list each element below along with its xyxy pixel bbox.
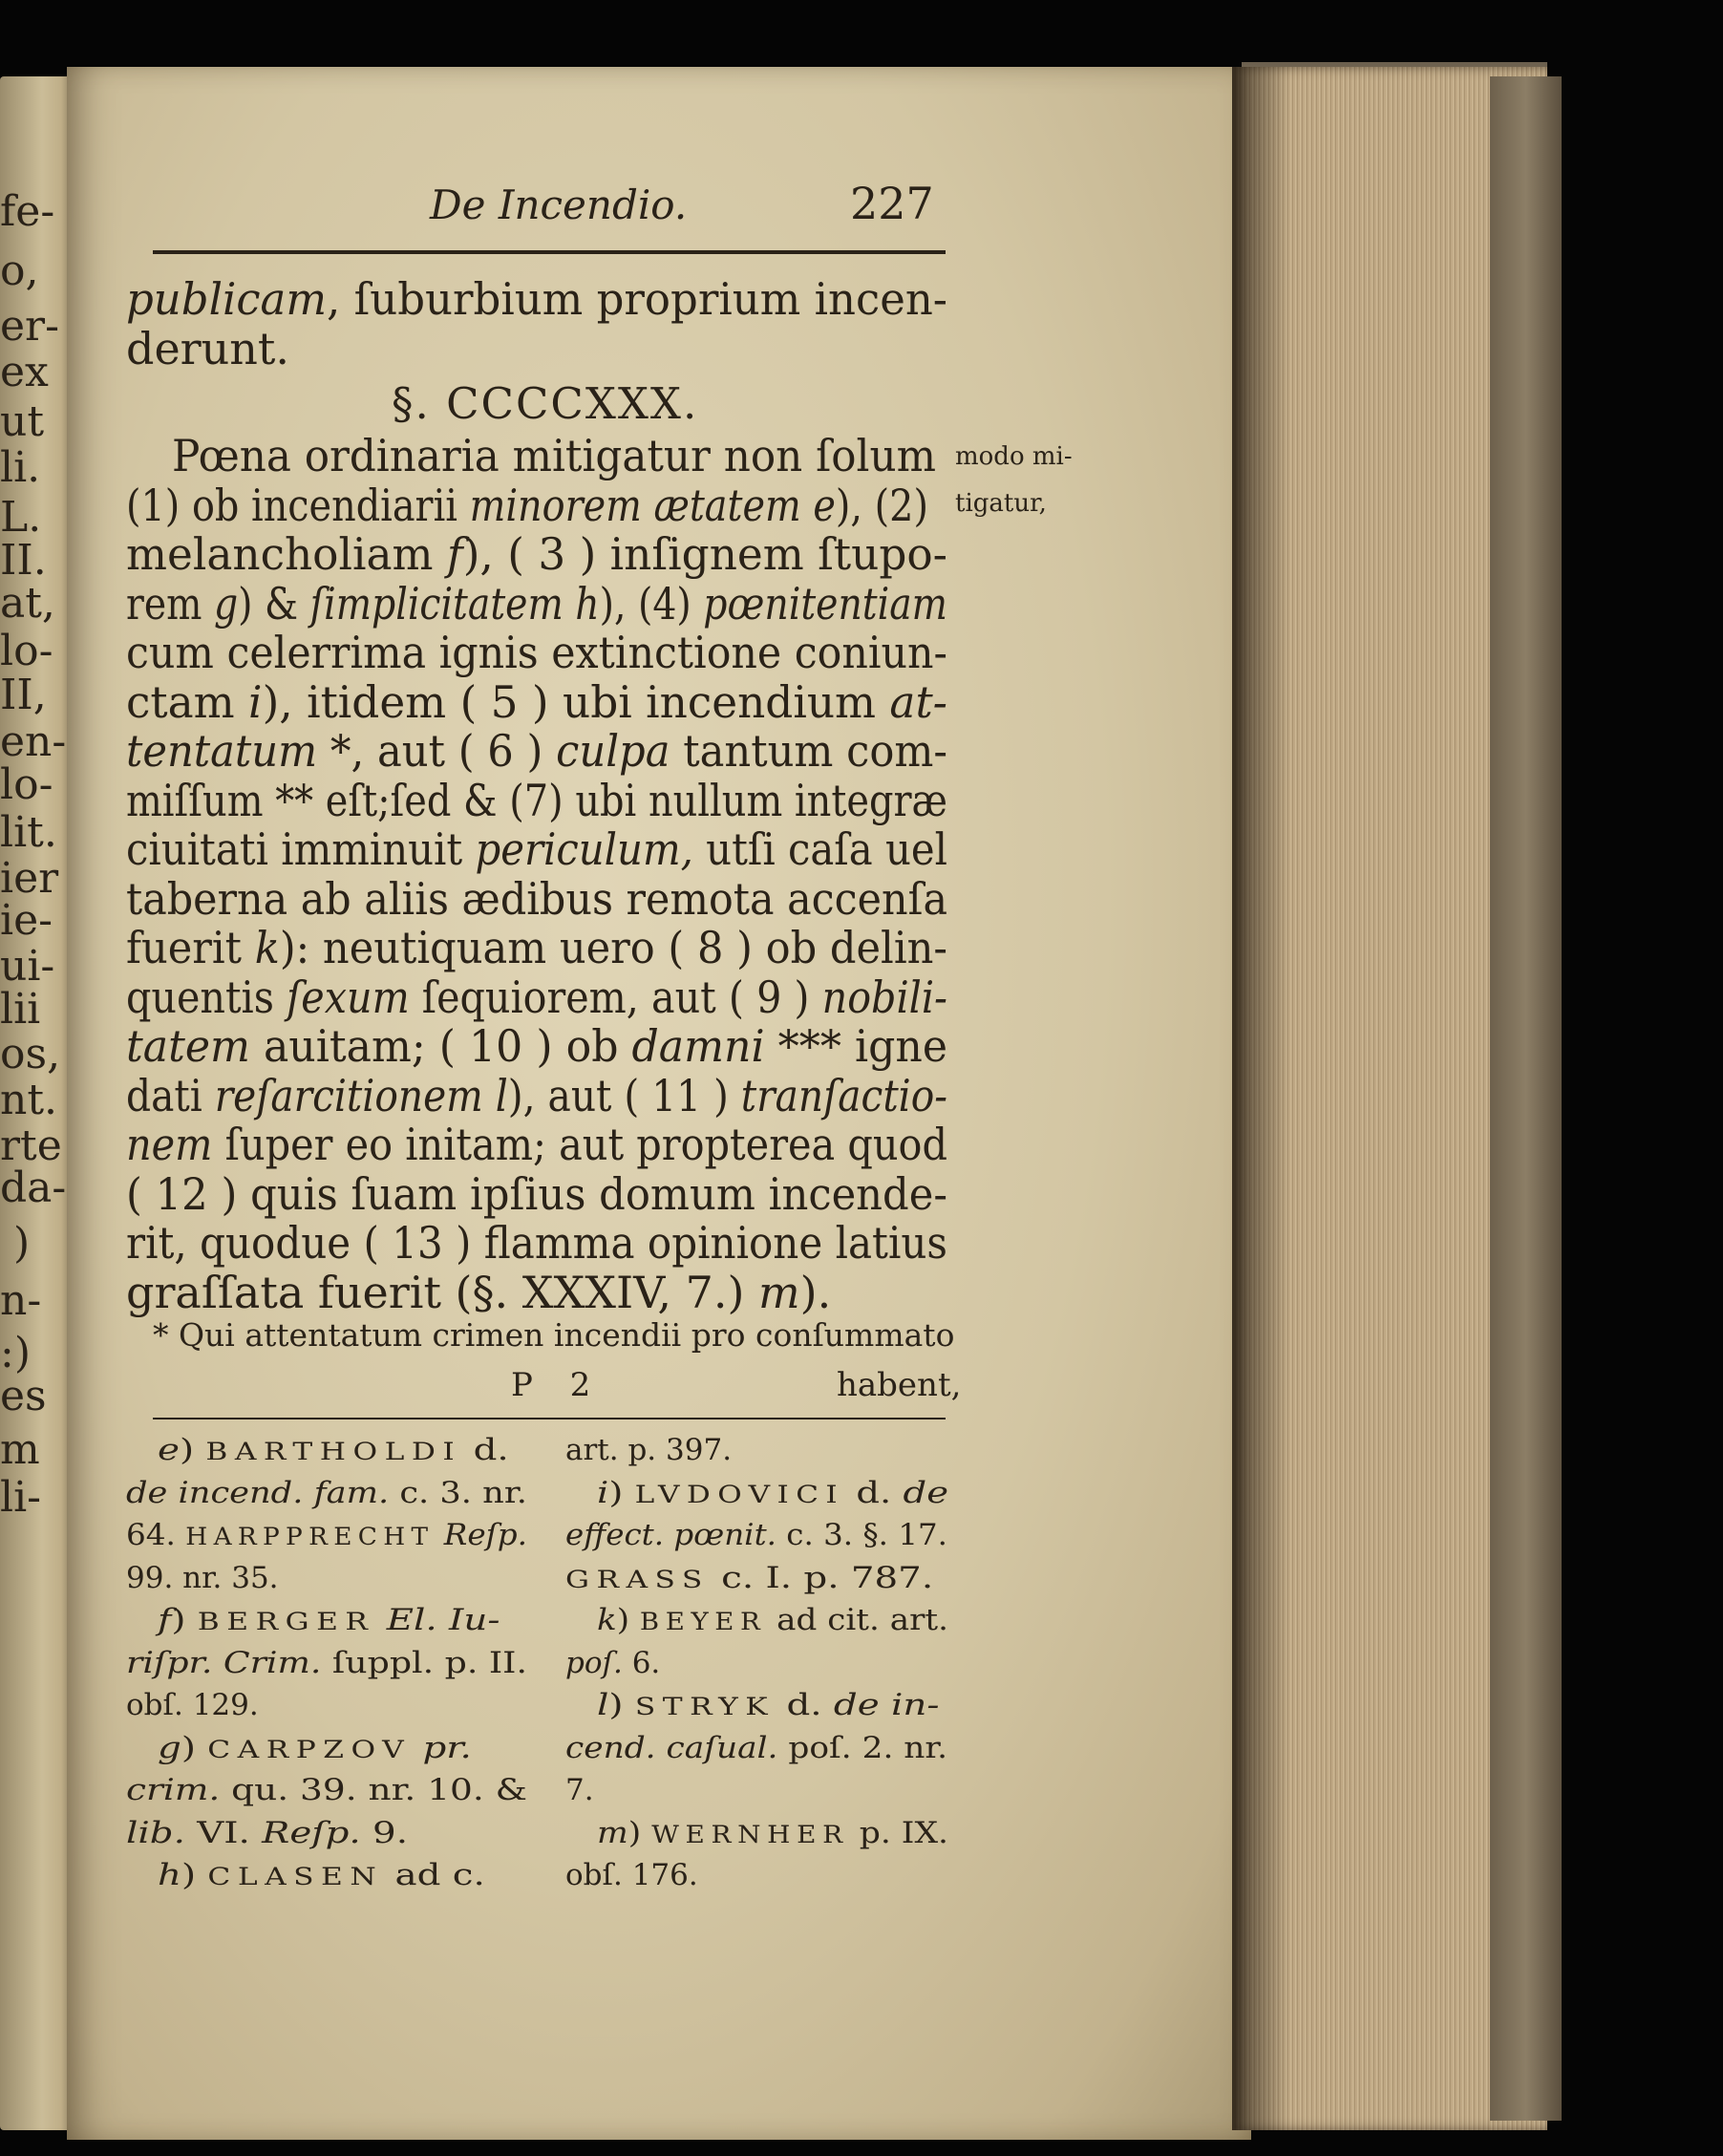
page-edge-shadow	[1232, 67, 1289, 2130]
left-page-fragment: II,	[0, 674, 47, 716]
text-span: d.	[775, 1688, 834, 1722]
footnote-left-line	[158, 1603, 500, 1639]
text-span: )	[608, 1475, 635, 1510]
text-span: tentatum	[126, 725, 318, 777]
text-span: h	[158, 1858, 181, 1892]
text-span: nem	[126, 1119, 213, 1170]
left-page-fragment: rte	[0, 1125, 62, 1167]
text-span: nobili-	[821, 971, 947, 1023]
text-span: art. p. 397.	[565, 1433, 733, 1467]
section-heading: §. CCCCXXX.	[392, 378, 699, 429]
paragraph-line	[126, 825, 947, 873]
catchword: habent,	[837, 1366, 962, 1404]
text-span: riſpr. Crim.	[126, 1645, 322, 1680]
text-span: *, aut ( 6 )	[317, 725, 557, 777]
text-span: crim.	[126, 1773, 221, 1807]
text-span: g	[158, 1730, 181, 1765]
text-span: 6.	[622, 1645, 661, 1680]
text-span: ciuitati imminuit	[126, 823, 476, 875]
footnote-right-line	[565, 1773, 594, 1807]
footnote-left-line	[158, 1858, 485, 1894]
text-span: )	[179, 1433, 206, 1467]
left-page-fragment: o,	[0, 250, 39, 292]
text-span: d.	[844, 1475, 904, 1510]
left-page-fragment: lit.	[0, 812, 57, 854]
text-span: GRASS	[565, 1565, 710, 1593]
text-span: ſuper eo initam; aut propterea quod	[212, 1119, 947, 1170]
left-page-fragment: m	[0, 1429, 40, 1471]
text-span: d.	[461, 1433, 509, 1467]
text-span: ( 12 ) quis ſuam ipſius domum incende-	[126, 1167, 947, 1220]
paragraph-line	[126, 727, 947, 775]
paragraph-line	[126, 1219, 947, 1267]
text-span: , ſuburbium proprium incen-	[327, 273, 947, 325]
text-span: publicam	[126, 273, 328, 325]
text-span: qu. 39. nr. 10. &	[220, 1773, 527, 1807]
text-span: ): neutiquam uero ( 8 ) ob delin-	[279, 922, 947, 973]
text-span: ) &	[238, 577, 310, 630]
text-span: l	[597, 1688, 609, 1722]
text-span: )	[181, 1730, 208, 1765]
text-span: ctam	[126, 675, 249, 728]
text-span: Reſp.	[262, 1815, 361, 1850]
footnote-left-line	[158, 1433, 509, 1469]
left-page-fragment: es	[0, 1376, 47, 1418]
left-page-fragment: n-	[0, 1280, 42, 1322]
footnote-left-line	[158, 1731, 472, 1767]
text-span	[434, 1518, 443, 1552]
text-span: derunt.	[126, 323, 290, 374]
text-span: HARPPRECHT	[185, 1523, 435, 1550]
text-span: )	[616, 1603, 640, 1637]
text-span: de	[903, 1475, 948, 1510]
text-span: c. I. p. 787.	[709, 1560, 934, 1595]
text-span: i	[248, 675, 263, 728]
footnote-right-line	[597, 1476, 948, 1512]
text-span: culpa	[556, 725, 670, 777]
paragraph-line	[126, 1069, 947, 1121]
margin-note-line-2: tigatur,	[955, 489, 1047, 518]
text-span: taberna ab aliis ædibus remota accenſa	[126, 872, 947, 925]
text-span: obſ. 176.	[565, 1858, 698, 1892]
text-span: utſi caſa uel	[692, 823, 947, 875]
text-span: STRYK	[634, 1693, 776, 1720]
text-span: at-	[889, 675, 947, 728]
text-span: i	[597, 1475, 609, 1510]
text-span: k	[597, 1603, 617, 1637]
text-span: auitam; ( 10 ) ob	[249, 1020, 632, 1072]
text-span: ), ( 3 ) inſignem ſtupo-	[462, 528, 947, 580]
text-span: f	[446, 528, 463, 580]
text-span: (1) ob incendiarii	[126, 479, 470, 531]
footnote-right-line	[565, 1646, 660, 1680]
footnote-asterisk: * Qui attentatum crimen incendii pro conſummato	[153, 1316, 955, 1354]
left-page-fragment: os,	[0, 1034, 61, 1076]
text-span: )	[181, 1858, 208, 1892]
text-span: m	[758, 1266, 800, 1318]
text-span: e	[158, 1433, 180, 1467]
text-span: g	[213, 577, 239, 630]
text-span: graſſata fuerit (§. XXXIV, 7.)	[126, 1266, 759, 1318]
text-span: BEYER	[639, 1608, 767, 1635]
left-page-fragment: da-	[0, 1167, 67, 1209]
body-line	[126, 275, 947, 323]
text-span: CLASEN	[207, 1863, 384, 1890]
text-span: )	[608, 1688, 635, 1722]
text-span: Reſp.	[443, 1518, 527, 1552]
left-page-fragment: ui-	[0, 946, 55, 988]
left-page-fragment: ut	[0, 401, 45, 443]
text-span: m	[597, 1815, 628, 1850]
paragraph-line	[126, 924, 947, 971]
text-span: 9.	[360, 1815, 409, 1850]
text-span: c. 3. nr.	[389, 1475, 527, 1510]
paragraph-line	[126, 675, 947, 728]
left-page-fragment: ie-	[0, 900, 53, 942]
text-span: poſ.	[565, 1645, 623, 1680]
signature-mark: P 2	[511, 1366, 605, 1404]
left-page-fragment: :)	[0, 1333, 31, 1375]
text-span: pœnitentiam	[703, 577, 947, 630]
text-span: miſſum ** eſt;ſed & (7) ubi nullum integræ	[126, 774, 947, 826]
text-span: ), (4)	[599, 577, 704, 630]
margin-note-line-1: modo mi-	[955, 442, 1073, 471]
page-number: 227	[850, 178, 934, 229]
left-page-fragment: fe-	[0, 191, 55, 233]
paragraph-line	[126, 1121, 947, 1168]
left-page-fragment: ex	[0, 352, 49, 394]
left-page-fragment: nt.	[0, 1079, 58, 1121]
text-span: rit, quodue ( 13 ) flamma opinione latius	[126, 1217, 947, 1269]
paragraph-line	[172, 432, 936, 480]
text-span: VI.	[184, 1815, 263, 1850]
text-span: ſimplicitatem h	[309, 577, 600, 630]
text-span: Pœna ordinaria mitigatur non ſolum	[172, 430, 936, 481]
footnote-left-line	[126, 1646, 527, 1680]
text-span: *** igne	[764, 1020, 947, 1072]
text-span: quentis	[126, 971, 287, 1023]
text-span: f	[158, 1603, 172, 1637]
footnote-left-line	[126, 1688, 259, 1722]
left-page-fragment: en-	[0, 721, 67, 763]
footnote-left-line	[126, 1773, 527, 1807]
header-rule	[153, 250, 946, 254]
text-span	[411, 1731, 422, 1765]
paragraph-line	[126, 1266, 832, 1318]
text-span: CARPZOV	[207, 1735, 412, 1763]
footnote-right-line	[565, 1561, 933, 1597]
paragraph-line	[126, 973, 947, 1021]
text-span: ad cit. art.	[766, 1603, 948, 1637]
footnote-left-line	[126, 1816, 408, 1850]
text-span: 7.	[565, 1773, 594, 1807]
footnote-right-line	[565, 1858, 698, 1892]
text-span: obſ. 129.	[126, 1688, 259, 1722]
text-span: effect. pœnit.	[565, 1518, 776, 1552]
text-span: periculum,	[475, 823, 693, 875]
paragraph-line	[126, 481, 928, 529]
text-span: ſuppl. p. II.	[321, 1645, 527, 1680]
text-span: cend. caſual.	[565, 1730, 778, 1765]
paragraph-line	[126, 629, 947, 676]
text-span: c. 3. §. 17.	[776, 1518, 947, 1552]
book-cover-edge	[1490, 76, 1562, 2121]
text-span: ).	[799, 1266, 832, 1318]
text-span: minorem ætatem e	[469, 479, 836, 531]
text-span: )	[171, 1603, 198, 1637]
footnote-right-line	[597, 1688, 939, 1724]
text-span: )	[628, 1815, 652, 1850]
footnote-right-line	[565, 1731, 947, 1765]
text-span: 99. nr. 35.	[126, 1560, 279, 1595]
text-span: rem	[126, 577, 214, 630]
text-span: El. Iu-	[386, 1603, 500, 1637]
paragraph-line	[126, 577, 947, 630]
footnote-right-line	[597, 1603, 948, 1639]
text-span: lib.	[126, 1815, 185, 1850]
text-span: tatem	[126, 1020, 250, 1072]
text-span: pr.	[422, 1730, 472, 1765]
text-span: damni	[631, 1020, 765, 1072]
left-page-fragment: er-	[0, 306, 59, 348]
text-span: tranſactio-	[740, 1069, 947, 1121]
text-span: fuerit	[126, 922, 255, 973]
text-span: tantum com-	[670, 725, 947, 777]
body-line	[126, 325, 289, 373]
footnote-right-line	[597, 1816, 948, 1852]
text-span: k	[254, 922, 280, 973]
text-span: ſexum	[287, 971, 410, 1023]
footnote-left-line	[126, 1561, 279, 1595]
text-span: 64.	[126, 1518, 186, 1552]
text-span: de incend. fam.	[126, 1475, 390, 1510]
text-span: melancholiam	[126, 528, 447, 580]
text-span: de in-	[833, 1688, 940, 1722]
text-span	[374, 1603, 386, 1637]
text-span: ſequiorem, aut ( 9 )	[409, 971, 822, 1023]
text-span: poſ. 2. nr.	[777, 1730, 947, 1765]
footnote-right-line	[565, 1433, 732, 1467]
text-span: dati	[126, 1069, 215, 1121]
paragraph-line	[126, 1167, 947, 1220]
left-page-fragment: ier	[0, 858, 59, 900]
left-page-fragment: li-	[0, 1477, 42, 1519]
text-span: ), (2)	[835, 479, 928, 531]
text-span: ad c.	[383, 1858, 485, 1892]
text-span: BARTHOLDI	[205, 1438, 462, 1465]
text-span: ), itidem ( 5 ) ubi incendium	[262, 675, 890, 728]
text-span: ), aut ( 11 )	[507, 1069, 741, 1121]
left-page-fragment: at,	[0, 583, 55, 625]
text-span: BERGER	[197, 1608, 375, 1635]
footnote-left-line	[126, 1518, 527, 1554]
left-page-fragment: lo-	[0, 764, 53, 806]
footnote-right-line	[565, 1518, 947, 1552]
paragraph-line	[126, 774, 947, 826]
running-title: De Incendio.	[430, 181, 688, 228]
paragraph-line	[126, 872, 947, 925]
text-span: p. IX.	[848, 1815, 948, 1850]
text-span: LVDOVICI	[634, 1480, 845, 1508]
left-page-fragment: li.	[0, 447, 41, 489]
text-span: cum celerrima ignis extinctione coniun-	[126, 627, 947, 678]
left-page-fragment: )	[0, 1223, 31, 1265]
notes-rule	[153, 1418, 946, 1420]
left-page-fragment: lii	[0, 989, 41, 1031]
paragraph-line	[126, 1022, 947, 1070]
footnote-left-line	[126, 1476, 527, 1510]
left-page-fragment: L.	[0, 497, 42, 539]
left-page-fragment: lo-	[0, 630, 53, 672]
left-page-fragment: II.	[0, 540, 47, 582]
text-span: reſarcitionem l	[214, 1069, 508, 1121]
text-span: WERNHER	[651, 1820, 849, 1848]
paragraph-line	[126, 530, 947, 578]
